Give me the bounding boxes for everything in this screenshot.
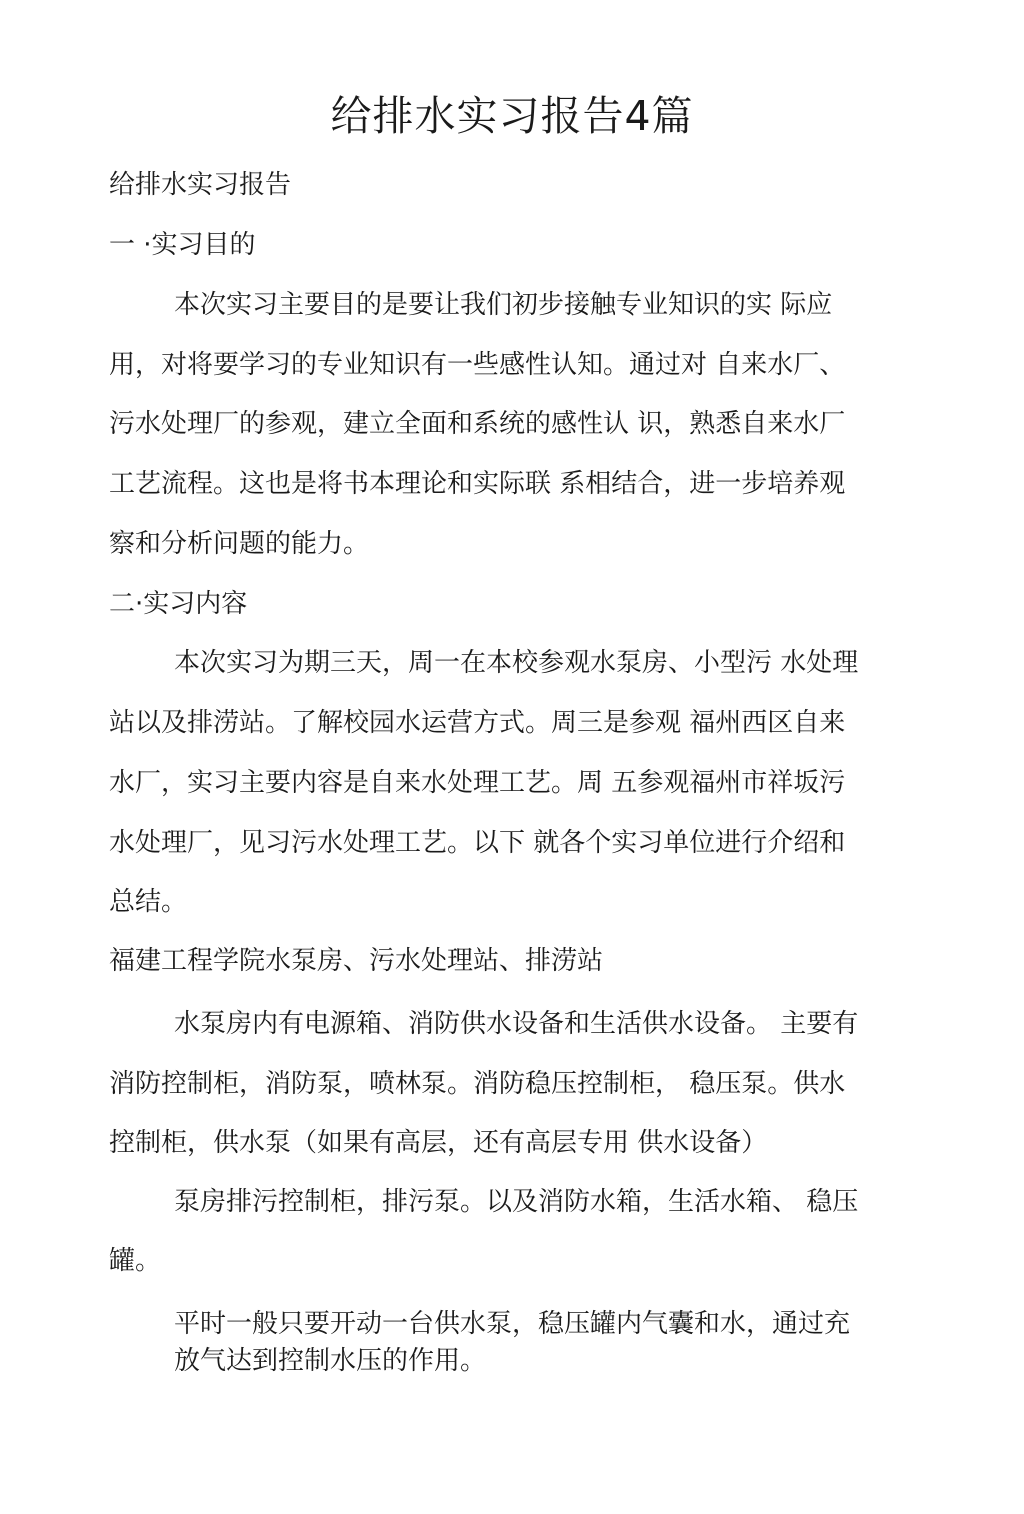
paragraph-line: 工艺流程。这也是将书本理论和实际联 系相结合，进一步培养观 (109, 469, 846, 499)
paragraph-line: 本次实习主要目的是要让我们初步接触专业知识的实 际应 (174, 290, 833, 320)
section-heading-content: 二·实习内容 (109, 589, 248, 619)
section-heading-purpose: 一 ·实习目的 (109, 230, 256, 260)
paragraph-line: 本次实习为期三天，周一在本校参观水泵房、小型污 水处理 (174, 648, 859, 678)
paragraph-line: 平时一般只要开动一台供水泵，稳压罐内气囊和水，通过充 (174, 1309, 851, 1339)
paragraph-line: 控制柜，供水泵（如果有高层，还有高层专用 供水设备） (109, 1128, 768, 1158)
document-title: 给排水实习报告4篇 (330, 92, 694, 140)
paragraph-line: 放气达到控制水压的作用。 (174, 1346, 487, 1376)
document-subtitle: 给排水实习报告 (109, 170, 292, 200)
paragraph-line: 污水处理厂的参观，建立全面和系统的感性认 识，熟悉自来水厂 (109, 409, 846, 439)
paragraph-line: 站以及排涝站。了解校园水运营方式。周三是参观 福州西区自来 (109, 708, 846, 738)
paragraph-line: 水泵房内有电源箱、消防供水设备和生活供水设备。 主要有 (174, 1009, 859, 1039)
paragraph-line: 总结。 (109, 887, 188, 917)
paragraph-line: 罐。 (109, 1246, 162, 1276)
paragraph-line: 水处理厂，见习污水处理工艺。以下 就各个实习单位进行介绍和 (109, 828, 846, 858)
paragraph-line: 消防控制柜，消防泵，喷林泵。消防稳压控制柜， 稳压泵。供水 (109, 1069, 846, 1099)
paragraph-line: 用，对将要学习的专业知识有一些感性认知。通过对 自来水厂、 (109, 350, 846, 380)
paragraph-line: 水厂，实习主要内容是自来水处理工艺。周 五参观福州市祥坂污 (109, 768, 846, 798)
paragraph-line: 察和分析问题的能力。 (109, 529, 370, 559)
subsection-heading: 福建工程学院水泵房、污水处理站、排涝站 (109, 946, 604, 976)
paragraph-line: 泵房排污控制柜，排污泵。以及消防水箱，生活水箱、 稳压 (174, 1187, 859, 1217)
